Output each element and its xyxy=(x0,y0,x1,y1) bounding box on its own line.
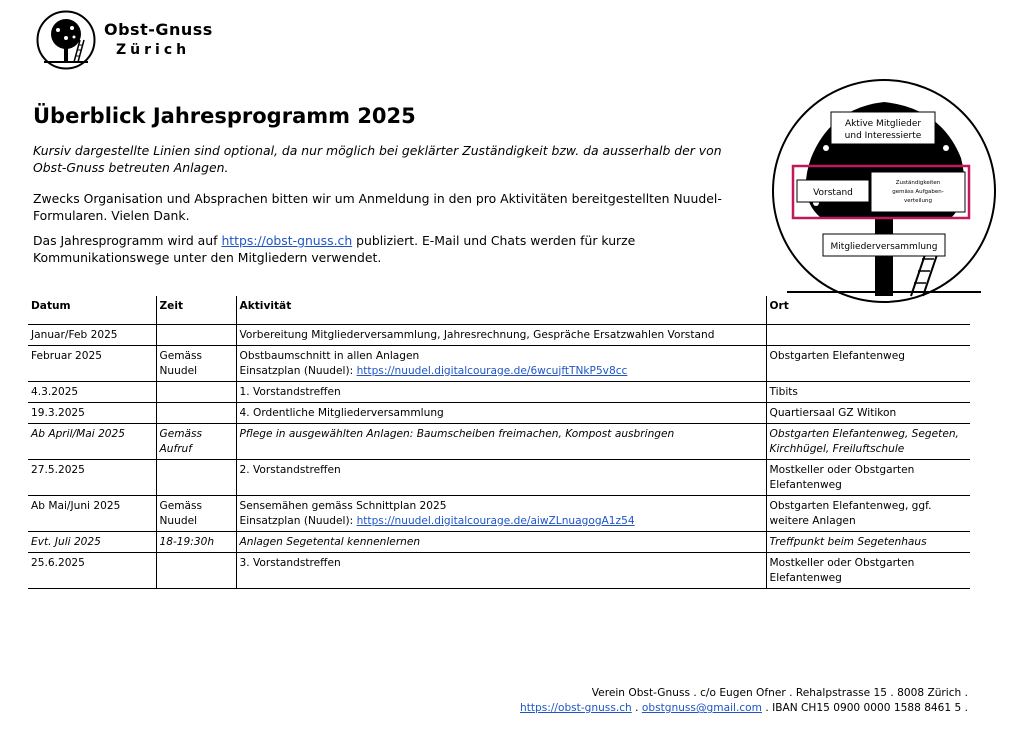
header-activity: Aktivität xyxy=(236,296,766,324)
header-time: Zeit xyxy=(156,296,236,324)
table-row xyxy=(28,552,970,588)
tree-trunk xyxy=(875,218,893,296)
cell-time xyxy=(156,345,236,381)
cell-place: Mostkeller oder Obstgarten Elefantenweg xyxy=(766,459,970,495)
table-row xyxy=(28,381,970,402)
footer-email-link[interactable]: obstgnuss@gmail.com xyxy=(641,702,762,714)
logo-city: Zürich xyxy=(116,42,191,58)
cell-time xyxy=(156,552,236,588)
cell-activity: 3. Vorstandstreffen xyxy=(236,552,766,588)
publish-note xyxy=(33,232,758,266)
table-row xyxy=(28,345,970,381)
cell-activity: Vorbereitung Mitgliederversammlung, Jahresrechnung, Gespräche Ersatzwahlen Vorstand xyxy=(236,324,766,345)
cell-place: Obstgarten Elefantenweg, ggf. weitere Anlagen xyxy=(766,495,970,531)
cell-place: Mostkeller oder Obstgarten Elefantenweg xyxy=(766,552,970,588)
cell-date: Evt. Juli 2025 xyxy=(28,531,156,552)
cell-time xyxy=(156,324,236,345)
cell-time xyxy=(156,402,236,423)
cell-date: Ab April/Mai 2025 xyxy=(28,423,156,459)
table-row-optional xyxy=(28,531,970,552)
table-header-row xyxy=(28,296,970,324)
diagram-task-2: gemäss Aufgaben- xyxy=(892,189,944,195)
page-title: Überblick Jahresprogramm 2025 xyxy=(33,104,416,128)
cell-activity: Anlagen Segetental kennenlernen xyxy=(236,531,766,552)
cell-activity xyxy=(236,495,766,531)
cell-place: Obstgarten Elefantenweg xyxy=(766,345,970,381)
activity-link-line xyxy=(240,364,764,379)
cell-activity: 1. Vorstandstreffen xyxy=(236,381,766,402)
table-row xyxy=(28,495,970,531)
italic-note: Kursiv dargestellte Linien sind optional, da nur möglich bei geklärter Zuständigkeit bzw. da ausserhalb der von Obst-Gnuss betreuten Anlagen. xyxy=(33,143,722,175)
cell-activity xyxy=(236,345,766,381)
diagram-vorstand: Vorstand xyxy=(813,188,853,198)
link-label: Einsatzplan (Nuudel): xyxy=(239,514,357,527)
cell-time xyxy=(156,495,236,531)
cell-time xyxy=(156,381,236,402)
publish-before: Das Jahresprogramm wird auf xyxy=(33,233,222,248)
cell-place: Quartiersaal GZ Witikon xyxy=(766,402,970,423)
footer-contact xyxy=(520,701,968,716)
cell-date: 19.3.2025 xyxy=(28,402,156,423)
time-text: Gemäss Nuudel xyxy=(159,349,203,377)
cell-date: 27.5.2025 xyxy=(28,459,156,495)
header-date: Datum xyxy=(28,296,156,324)
cell-date: 4.3.2025 xyxy=(28,381,156,402)
program-table xyxy=(28,296,970,589)
link-label: Einsatzplan (Nuudel): xyxy=(239,364,357,377)
cell-place: Treffpunkt beim Segetenhaus xyxy=(766,531,970,552)
cell-activity: 4. Ordentliche Mitgliederversammlung xyxy=(236,402,766,423)
activity-text: Sensemähen gemäss Schnittplan 2025 xyxy=(239,499,447,512)
nuudel-link[interactable]: https://nuudel.digitalcourage.de/6wcujftTNkP5v8cc xyxy=(356,364,628,377)
website-link[interactable]: https://obst-gnuss.ch xyxy=(221,233,353,248)
table-row xyxy=(28,459,970,495)
cell-time xyxy=(156,459,236,495)
footer-separator: . xyxy=(631,702,642,714)
cell-date: 25.6.2025 xyxy=(28,552,156,588)
diagram-top-label-1: Aktive Mitglieder xyxy=(844,119,922,129)
diagram-task-1: Zuständigkeiten xyxy=(895,180,941,186)
nuudel-link[interactable]: https://nuudel.digitalcourage.de/aiwZLnuagogA1z54 xyxy=(356,514,635,527)
activity-text: Obstbaumschnitt in allen Anlagen xyxy=(239,349,420,362)
organisation-tree-diagram xyxy=(771,78,997,304)
diagram-top-label-2: und Interessierte xyxy=(844,131,922,141)
activity-link-line xyxy=(240,514,764,529)
table-row xyxy=(28,324,970,345)
registration-note: Zwecks Organisation und Absprachen bitten wir um Anmeldung in den pro Aktivitäten bereitgestellten Nuudel-Formularen. Vielen Dank. xyxy=(33,191,722,223)
cell-time: Gemäss Aufruf xyxy=(156,423,236,459)
cell-date: Februar 2025 xyxy=(28,345,156,381)
cell-place xyxy=(766,324,970,345)
footer-website-link[interactable]: https://obst-gnuss.ch xyxy=(519,702,632,714)
header-place: Ort xyxy=(766,296,970,324)
footer-iban: . IBAN CH15 0900 0000 1588 8461 5 . xyxy=(761,702,968,714)
tree-with-ladder-icon xyxy=(36,10,96,70)
table-body xyxy=(28,324,970,588)
time-text: Gemäss Nuudel xyxy=(159,499,203,527)
table-row-optional xyxy=(28,423,970,459)
cell-date: Ab Mai/Juni 2025 xyxy=(28,495,156,531)
cell-date: Januar/Feb 2025 xyxy=(28,324,156,345)
footer-address: Verein Obst-Gnuss . c/o Eugen Ofner . Rehalpstrasse 15 . 8008 Zürich . xyxy=(591,687,968,699)
diagram-bottom-label: Mitgliederversammlung xyxy=(830,242,938,252)
cell-place: Tibits xyxy=(766,381,970,402)
cell-place: Obstgarten Elefantenweg, Segeten, Kirchhügel, Freiluftschule xyxy=(766,423,970,459)
publish-after: publiziert. E-Mail und Chats werden für kurze Kommunikationswege unter den Mitgliedern verwendet. xyxy=(33,233,636,265)
cell-activity: Pflege in ausgewählten Anlagen: Baumscheiben freimachen, Kompost ausbringen xyxy=(236,423,766,459)
table-row xyxy=(28,402,970,423)
logo-name: Obst-Gnuss xyxy=(104,20,213,39)
footer xyxy=(520,686,968,716)
logo xyxy=(36,10,226,70)
diagram-task-3: verteilung xyxy=(904,198,932,204)
cell-time: 18-19:30h xyxy=(156,531,236,552)
cell-activity: 2. Vorstandstreffen xyxy=(236,459,766,495)
